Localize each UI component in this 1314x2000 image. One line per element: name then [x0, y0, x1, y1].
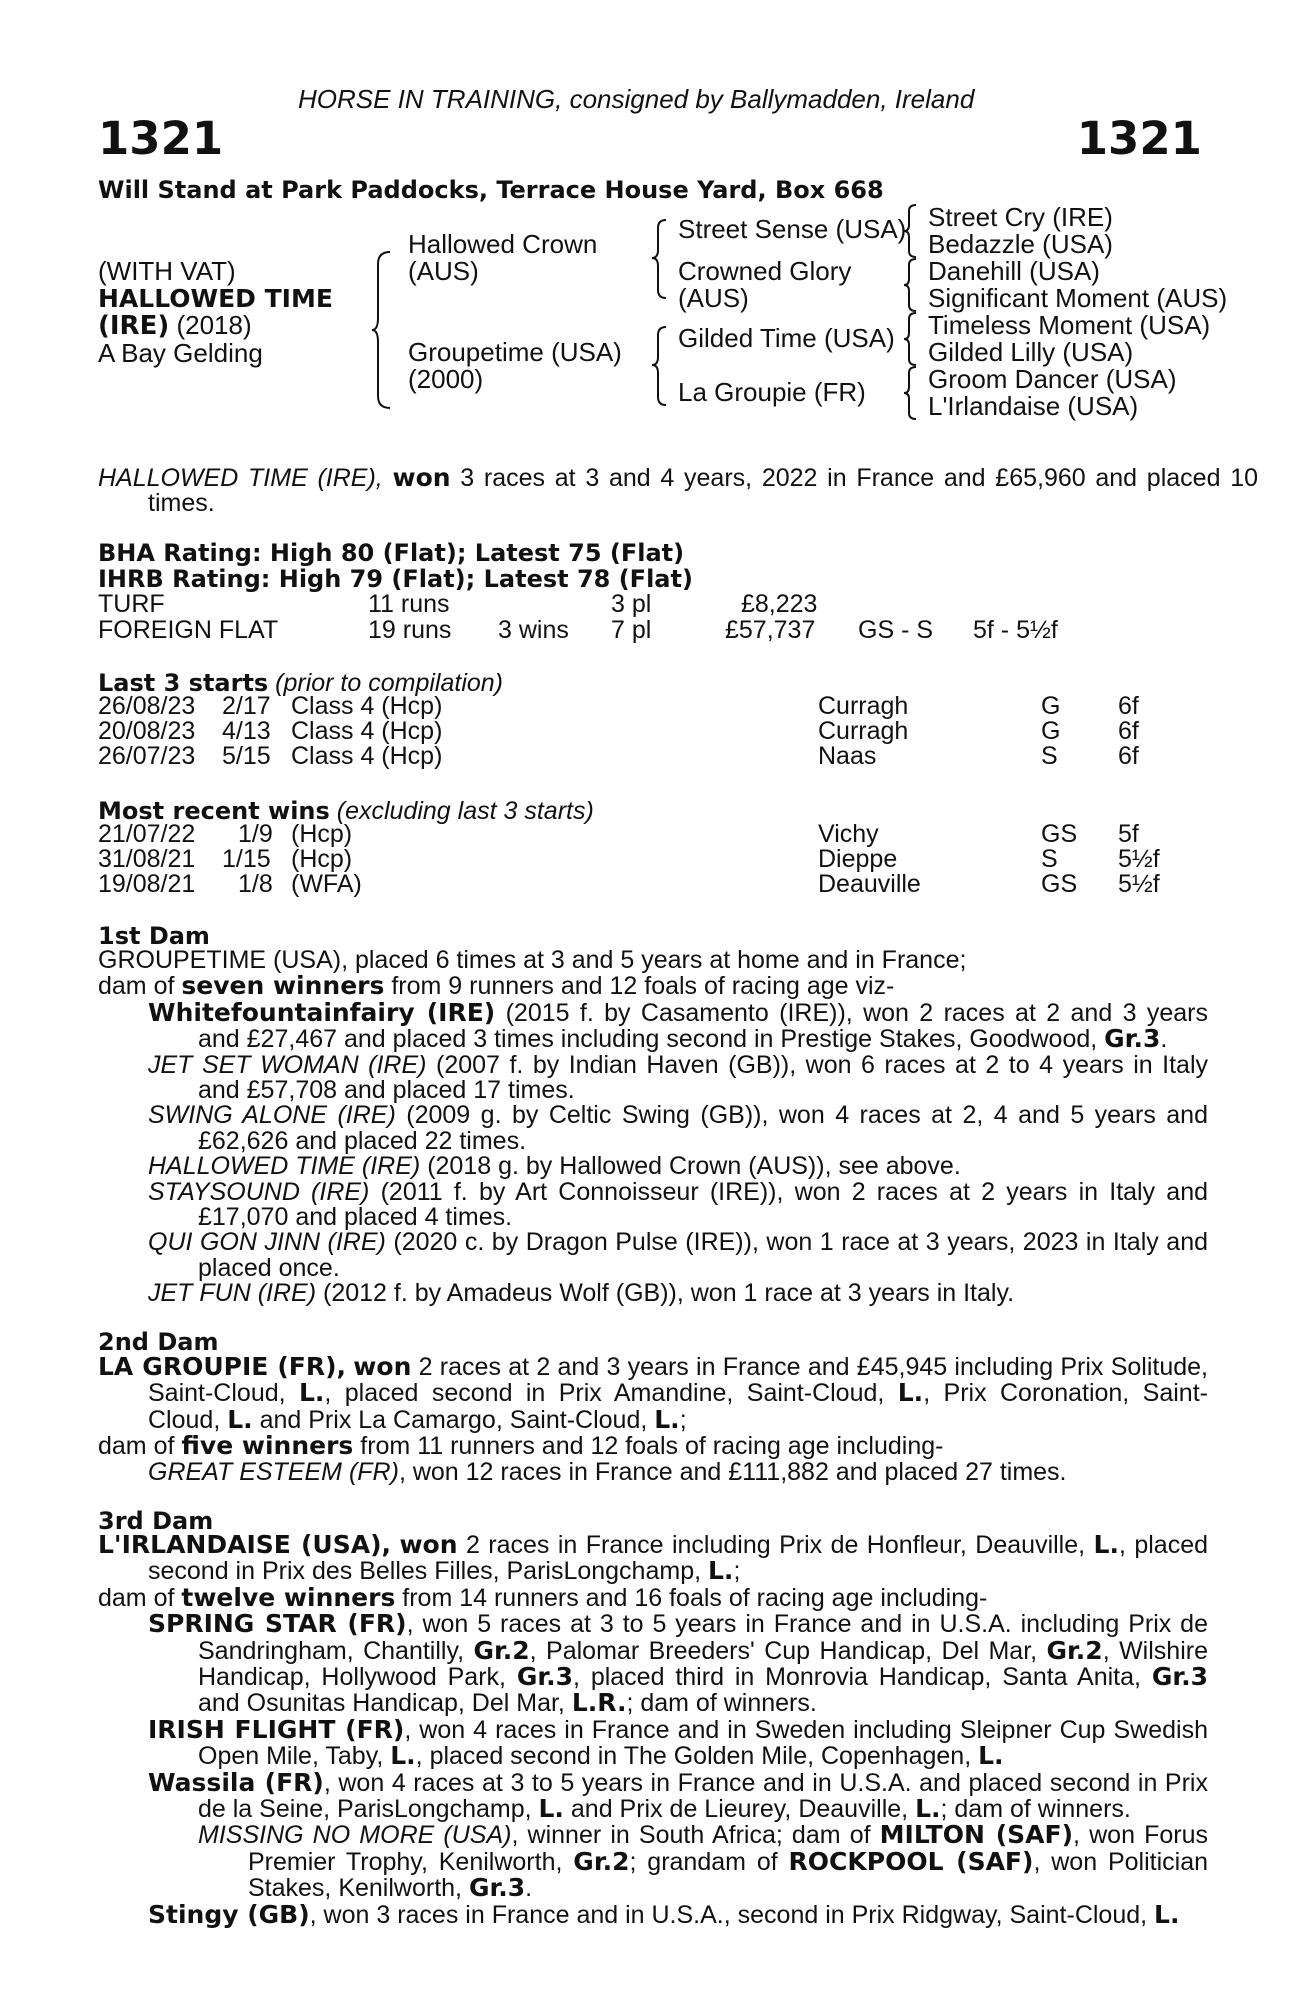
record-placed: 7 pl [611, 616, 652, 644]
progeny-name: SWING ALONE (IRE) [148, 1101, 396, 1130]
progeny-entry [148, 1177, 1209, 1232]
grade-label: Gr.3 [516, 1662, 574, 1692]
second-dam-produce-line [98, 1433, 1208, 1459]
start-going: S [1041, 742, 1058, 770]
progeny-text: (2012 f. by Amadeus Wolf (GB)), won 1 race at 3 years in Italy. [316, 1279, 1015, 1308]
record-going: GS - S [858, 616, 934, 644]
record-wins: 3 wins [498, 616, 569, 644]
ihrb-rating: IHRB Rating: High 79 (Flat); Latest 78 (Flat) [98, 565, 693, 593]
pedigree-sdd: Significant Moment (AUS) [928, 283, 1228, 313]
win-date: 31/08/21 [98, 845, 196, 873]
horse-description: A Bay Gelding [98, 338, 263, 368]
listed-label: L. [915, 1794, 941, 1824]
win-course: Deauville [818, 870, 921, 898]
win-date: 21/07/22 [98, 820, 196, 848]
record-prize: £8,223 [741, 590, 818, 618]
text: , won 3 races in France and in U.S.A., second in Prix Ridgway, Saint-Cloud, [309, 1900, 1155, 1929]
pedigree-sire-dam-country: (AUS) [678, 283, 749, 313]
win-going: S [1041, 845, 1058, 873]
third-dam-section [98, 1532, 1208, 1928]
text: , winner in South Africa; dam of [511, 1821, 880, 1850]
record-runs: 19 runs [368, 616, 452, 644]
text: ; dam of winners. [626, 1689, 817, 1718]
text: , Wilshire Handicap, Hollywood Park, [198, 1636, 1208, 1692]
listed-label: L. [538, 1794, 564, 1824]
listed-label: L.R. [571, 1688, 627, 1718]
text: , placed second in Prix des Belles Filles, ParisLongchamp, [148, 1531, 1208, 1586]
progeny-name: JET FUN (IRE) [148, 1279, 317, 1308]
win-position: 1/8 [238, 870, 273, 898]
listed-label: L. [978, 1741, 1004, 1771]
summary-horse-name: HALLOWED TIME (IRE), [98, 464, 383, 492]
first-dam-section [98, 948, 1208, 1307]
last3-note: (prior to compilation) [268, 669, 504, 697]
progeny-name: Whitefountainfairy (IRE) [148, 997, 496, 1027]
second-dam-heading: 2nd Dam [98, 1328, 219, 1356]
text: dam of [98, 1583, 182, 1612]
progeny-entry [148, 1154, 1208, 1179]
start-distance: 6f [1118, 692, 1139, 720]
lot-number-left: 1321 [98, 112, 224, 165]
second-dam-section [98, 1354, 1208, 1485]
text: , Palomar Breeders' Cup Handicap, Del Mar, [529, 1636, 1047, 1665]
text: , won 5 races at 3 to 5 years in France and in U.S.A. including Prix de Sandringham, Chantilly, [198, 1610, 1208, 1665]
winners-count: five winners [181, 1431, 354, 1461]
record-runs: 11 runs [368, 590, 450, 618]
text: ; dam of winners. [940, 1795, 1131, 1824]
progeny-entry [148, 1767, 1208, 1824]
text: ; [679, 1405, 687, 1434]
progeny-name: IRISH FLIGHT (FR) [148, 1714, 405, 1744]
progeny-text: (2007 f. by Indian Haven (GB)), won 6 races at 2 to 4 years in Italy and £57,708 and placed 17 times. [198, 1050, 1209, 1105]
start-position: 5/15 [222, 742, 271, 770]
win-race: (Hcp) [291, 820, 353, 848]
progeny-text: (2018 g. by Hallowed Crown (AUS)), see above. [420, 1152, 961, 1181]
bha-rating: BHA Rating: High 80 (Flat); Latest 75 (Flat) [98, 539, 685, 567]
pedigree-ssd: Bedazzle (USA) [928, 229, 1113, 259]
vat-status: (WITH VAT) [98, 256, 236, 286]
text: . [1160, 1025, 1168, 1054]
pedigree-dsd: Gilded Lilly (USA) [928, 337, 1134, 367]
win-going: GS [1041, 870, 1078, 898]
start-going: G [1041, 692, 1061, 720]
text: , placed third in Monrovia Handicap, Santa Anita, [573, 1663, 1152, 1692]
text: dam of [98, 1432, 182, 1461]
progeny-name: MISSING NO MORE (USA) [198, 1821, 512, 1850]
consignor-line: HORSE IN TRAINING, consigned by Ballymadden, Ireland [298, 84, 975, 114]
progeny-name: GREAT ESTEEM (FR) [148, 1457, 399, 1486]
pedigree-sss: Street Cry (IRE) [928, 202, 1113, 232]
start-date: 26/07/23 [98, 742, 196, 770]
winners-count: twelve winners [181, 1582, 396, 1612]
progeny-name: SPRING STAR (FR) [148, 1609, 407, 1639]
progeny-name: HALLOWED TIME (IRE) [148, 1152, 421, 1181]
start-position: 4/13 [222, 717, 271, 745]
text: and Prix de Lieurey, Deauville, [563, 1795, 916, 1824]
grade-label: Gr.3 [1104, 1024, 1161, 1054]
text: , placed second in Prix Amandine, Saint-Cloud, [324, 1379, 898, 1408]
text: from 9 runners and 12 foals of racing age viz- [384, 972, 895, 1001]
stable-location: Will Stand at Park Paddocks, Terrace House Yard, Box 668 [98, 176, 884, 204]
text: , placed second in The Golden Mile, Copenhagen, [415, 1742, 979, 1771]
pedigree-dss: Timeless Moment (USA) [928, 310, 1211, 340]
progeny-text: (2015 f. by Casamento (IRE)), won 2 races at 2 and 3 years and £27,467 and placed 3 times including second in Prestige Stakes, Goodwood, [198, 998, 1209, 1054]
win-position: 1/9 [238, 820, 273, 848]
pedigree-dds: Groom Dancer (USA) [928, 364, 1177, 394]
win-race: (Hcp) [291, 845, 353, 873]
listed-label: L. [1093, 1530, 1119, 1559]
record-distance: 5f - 5½f [973, 616, 1058, 644]
start-distance: 6f [1118, 742, 1139, 770]
listed-label: L. [897, 1378, 924, 1408]
text: from 14 runners and 16 foals of racing age including- [395, 1583, 988, 1612]
summary-text: 3 races at 3 and 4 years, 2022 in France and £65,960 and placed 10 times. [148, 464, 1259, 518]
third-dam-produce-line [98, 1582, 1208, 1612]
pedigree-dam-year: (2000) [408, 364, 484, 394]
grade-label: Gr.2 [473, 1635, 530, 1665]
text: and Osunitas Handicap, Del Mar, [198, 1689, 572, 1718]
first-dam-heading: 1st Dam [98, 922, 210, 950]
listed-label: L. [298, 1378, 325, 1408]
pedigree-sire-sire: Street Sense (USA) [678, 214, 907, 244]
progeny-entry [148, 1050, 1209, 1105]
horse-origin-year [98, 312, 252, 340]
pedigree-brace-3c [902, 311, 920, 367]
start-course: Naas [818, 742, 877, 770]
progeny-name: Wassila (FR) [148, 1767, 324, 1797]
pedigree-sire-dam: Crowned Glory [678, 256, 852, 286]
text: dam of [98, 972, 182, 1001]
text: , Prix Coronation, Saint-Cloud, [148, 1379, 1208, 1434]
progeny-text: (2011 f. by Art Connoisseur (IRE)), won 2 races at 2 years in Italy and £17,070 and placed 4 times. [198, 1177, 1209, 1232]
winners-count: seven winners [181, 971, 385, 1001]
text: 2 races at 2 and 3 years in France and £45,945 including Prix Solitude, Saint-Cloud, [148, 1353, 1208, 1408]
pedigree-brace-sire [650, 218, 670, 300]
first-dam-produce-line [98, 973, 1208, 999]
listed-label: L. [390, 1741, 416, 1771]
pedigree-dam: Groupetime (USA) [408, 337, 622, 367]
third-dam-heading: 3rd Dam [98, 1507, 214, 1535]
grade-label: Gr.2 [1046, 1635, 1103, 1665]
pedigree-sire: Hallowed Crown [408, 229, 598, 259]
win-course: Vichy [818, 820, 879, 848]
pedigree-brace-3d [902, 365, 920, 421]
text: , won 4 races at 3 to 5 years in France and in U.S.A. and placed second in Prix de la Seine, ParisLongchamp, [198, 1768, 1208, 1824]
progeny-entry [148, 1899, 1208, 1929]
progeny-entry [148, 1281, 1208, 1306]
progeny-text: , won 12 races in France and £111,882 and placed 27 times. [398, 1457, 1067, 1486]
win-course: Dieppe [818, 845, 898, 873]
second-dam-record [98, 1354, 1208, 1433]
text: ; grandam of [629, 1847, 789, 1876]
recent-wins-note: (excluding last 3 starts) [329, 797, 594, 825]
dam-name: LA GROUPIE (FR), [98, 1352, 347, 1381]
pedigree-sire-country: (AUS) [408, 256, 479, 286]
pedigree-brace-dam [650, 325, 670, 407]
progeny-entry [148, 1457, 1208, 1486]
text: . [525, 1874, 533, 1903]
start-race: Class 4 (Hcp) [291, 742, 443, 770]
progeny-text: (2020 c. by Dragon Pulse (IRE)), won 1 race at 3 years, 2023 in Italy and placed once. [198, 1228, 1208, 1282]
dam-name: L'IRLANDAISE (USA), [98, 1530, 392, 1559]
progeny-name: Stingy (GB) [148, 1899, 310, 1929]
text: 2 races in France including Prix de Honfleur, Deauville, [457, 1531, 1094, 1559]
record-placed: 3 pl [611, 590, 652, 618]
last3-title: Last 3 starts [98, 669, 269, 697]
pedigree-brace-3a [902, 203, 920, 259]
lot-number-right: 1321 [1076, 112, 1202, 165]
progeny-entry [148, 1714, 1208, 1771]
text: and Prix La Camargo, Saint-Cloud, [252, 1405, 655, 1434]
listed-label: L. [708, 1556, 734, 1586]
start-date: 20/08/23 [98, 717, 196, 745]
grade-label: Gr.3 [468, 1873, 526, 1903]
win-distance: 5½f [1118, 845, 1160, 873]
won-label: won [353, 1352, 412, 1381]
win-position: 1/15 [222, 845, 271, 873]
win-date: 19/08/21 [98, 870, 196, 898]
pedigree-dam-dam: La Groupie (FR) [678, 377, 866, 407]
grand-progeny-entry [198, 1822, 1208, 1901]
pedigree-sds: Danehill (USA) [928, 256, 1100, 286]
record-type: FOREIGN FLAT [98, 616, 279, 644]
text: from 11 runners and 12 foals of racing age including- [353, 1432, 944, 1461]
progeny-text: (2009 g. by Celtic Swing (GB)), won 4 races at 2, 4 and 5 years and £62,626 and placed 22 times. [198, 1101, 1208, 1155]
start-race: Class 4 (Hcp) [291, 692, 443, 720]
record-type: TURF [98, 590, 165, 618]
horse-name: HALLOWED TIME [98, 284, 333, 313]
pedigree-ddd: L'Irlandaise (USA) [928, 391, 1139, 421]
progeny-name: QUI GON JINN (IRE) [148, 1228, 386, 1257]
text: ; [733, 1557, 741, 1586]
win-race: (WFA) [291, 870, 362, 898]
progeny-entry [148, 1230, 1208, 1281]
progeny-entry [148, 1611, 1208, 1717]
listed-label: L. [227, 1404, 253, 1434]
progeny-name: MILTON (SAF) [879, 1820, 1074, 1850]
grade-label: Gr.2 [573, 1846, 630, 1876]
horse-country: (IRE) [98, 311, 170, 341]
listed-label: L. [654, 1404, 680, 1434]
progeny-name: ROCKPOOL (SAF) [788, 1846, 1034, 1876]
won-label: won [399, 1530, 458, 1559]
progeny-name: STAYSOUND (IRE) [148, 1177, 370, 1206]
pedigree-brace-gen1 [370, 250, 394, 410]
recent-wins-title: Most recent wins [98, 797, 330, 825]
start-date: 26/08/23 [98, 692, 196, 720]
win-distance: 5½f [1118, 870, 1160, 898]
record-prize: £57,737 [725, 616, 816, 644]
win-distance: 5f [1118, 820, 1139, 848]
third-dam-record [98, 1532, 1208, 1585]
progeny-name: JET SET WOMAN (IRE) [148, 1050, 427, 1079]
win-going: GS [1041, 820, 1078, 848]
text: , won Forus Premier Trophy, Kenilworth, [248, 1821, 1208, 1876]
summary-won: won [392, 463, 451, 492]
start-course: Curragh [818, 692, 909, 720]
race-summary [98, 465, 1258, 517]
horse-year: (2018) [169, 310, 252, 340]
start-going: G [1041, 717, 1061, 745]
text: , won Politician Stakes, Kenilworth, [248, 1847, 1209, 1903]
start-position: 2/17 [222, 692, 271, 720]
start-race: Class 4 (Hcp) [291, 717, 443, 745]
grade-label: Gr.3 [1151, 1662, 1209, 1692]
first-dam-record: GROUPETIME (USA), placed 6 times at 3 and 5 years at home and in France; [98, 946, 967, 974]
pedigree-brace-3b [902, 257, 920, 313]
progeny-entry [148, 997, 1209, 1054]
progeny-entry [148, 1103, 1208, 1154]
pedigree-dam-sire: Gilded Time (USA) [678, 323, 895, 353]
start-course: Curragh [818, 717, 909, 745]
listed-label: L. [1154, 1899, 1180, 1929]
start-distance: 6f [1118, 717, 1139, 745]
text: , won 4 races in France and in Sweden including Sleipner Cup Swedish Open Mile, Taby, [198, 1715, 1208, 1771]
